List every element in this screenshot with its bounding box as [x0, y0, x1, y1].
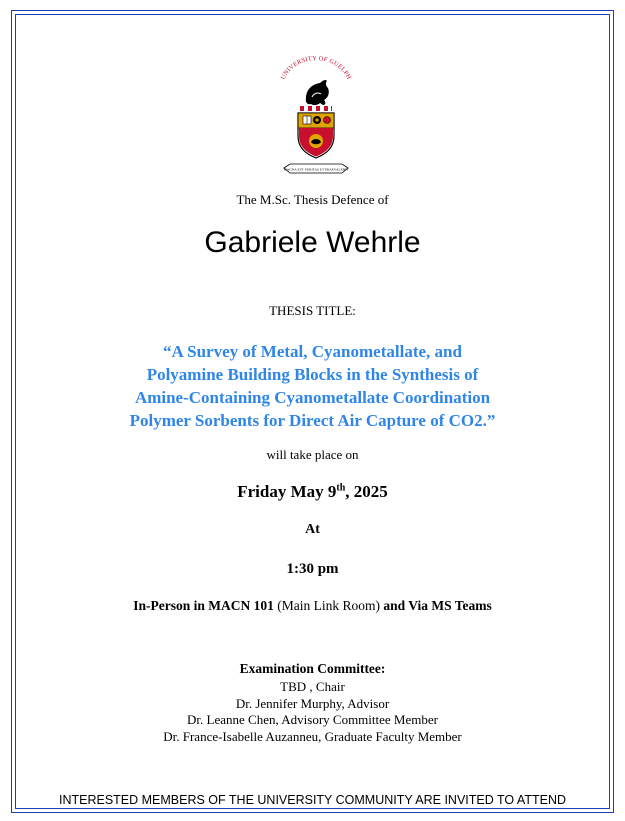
defence-date: [0, 482, 625, 502]
university-crest-logo: [276, 50, 356, 184]
thesis-title-line: “A Survey of Metal, Cyanometallate, and: [163, 342, 462, 361]
svg-text:MAGNA EST VERITAS ET PRAEVALEB: MAGNA EST VERITAS ET PRAEVALEBIT: [283, 167, 349, 172]
at-label: At: [305, 522, 320, 537]
thesis-title-line: Amine-Containing Cyanometallate Coordination: [134, 388, 491, 407]
venue-online: and Via MS Teams: [383, 598, 492, 613]
committee-list: [0, 679, 625, 745]
thesis-title-line: Polyamine Building Blocks in the Synthesis of: [146, 365, 479, 384]
defence-time: 1:30 pm: [286, 561, 339, 577]
committee-member: TBD , Chair: [280, 679, 345, 694]
invitation-footer: INTERESTED MEMBERS OF THE UNIVERSITY COMMUNITY ARE INVITED TO ATTEND: [58, 793, 566, 807]
date-year: , 2025: [345, 482, 388, 501]
thesis-title-line: Polymer Sorbents for Direct Air Capture of CO2.”: [129, 411, 496, 430]
venue-room-detail: (Main Link Room): [273, 598, 384, 613]
committee-member: Dr. France-Isabelle Auzanneu, Graduate Faculty Member: [163, 728, 462, 744]
venue-room: In-Person in MACN 101: [133, 598, 274, 613]
committee-heading: Examination Committee:: [239, 661, 386, 676]
date-ordinal: th: [336, 482, 346, 494]
thesis-title-label: THESIS TITLE:: [269, 303, 356, 318]
candidate-name: Gabriele Wehrle: [204, 226, 421, 259]
svg-text:UNIVERSITY OF GUELPH: UNIVERSITY OF GUELPH: [279, 55, 353, 81]
committee-member: Dr. Leanne Chen, Advisory Committee Member: [187, 712, 438, 727]
venue: [0, 598, 625, 614]
date-main: Friday May 9: [237, 482, 337, 501]
defence-intro: The M.Sc. Thesis Defence of: [236, 192, 389, 207]
thesis-title: [0, 340, 625, 432]
take-place-text: will take place on: [266, 447, 359, 462]
committee-member: Dr. Jennifer Murphy, Advisor: [235, 695, 390, 711]
